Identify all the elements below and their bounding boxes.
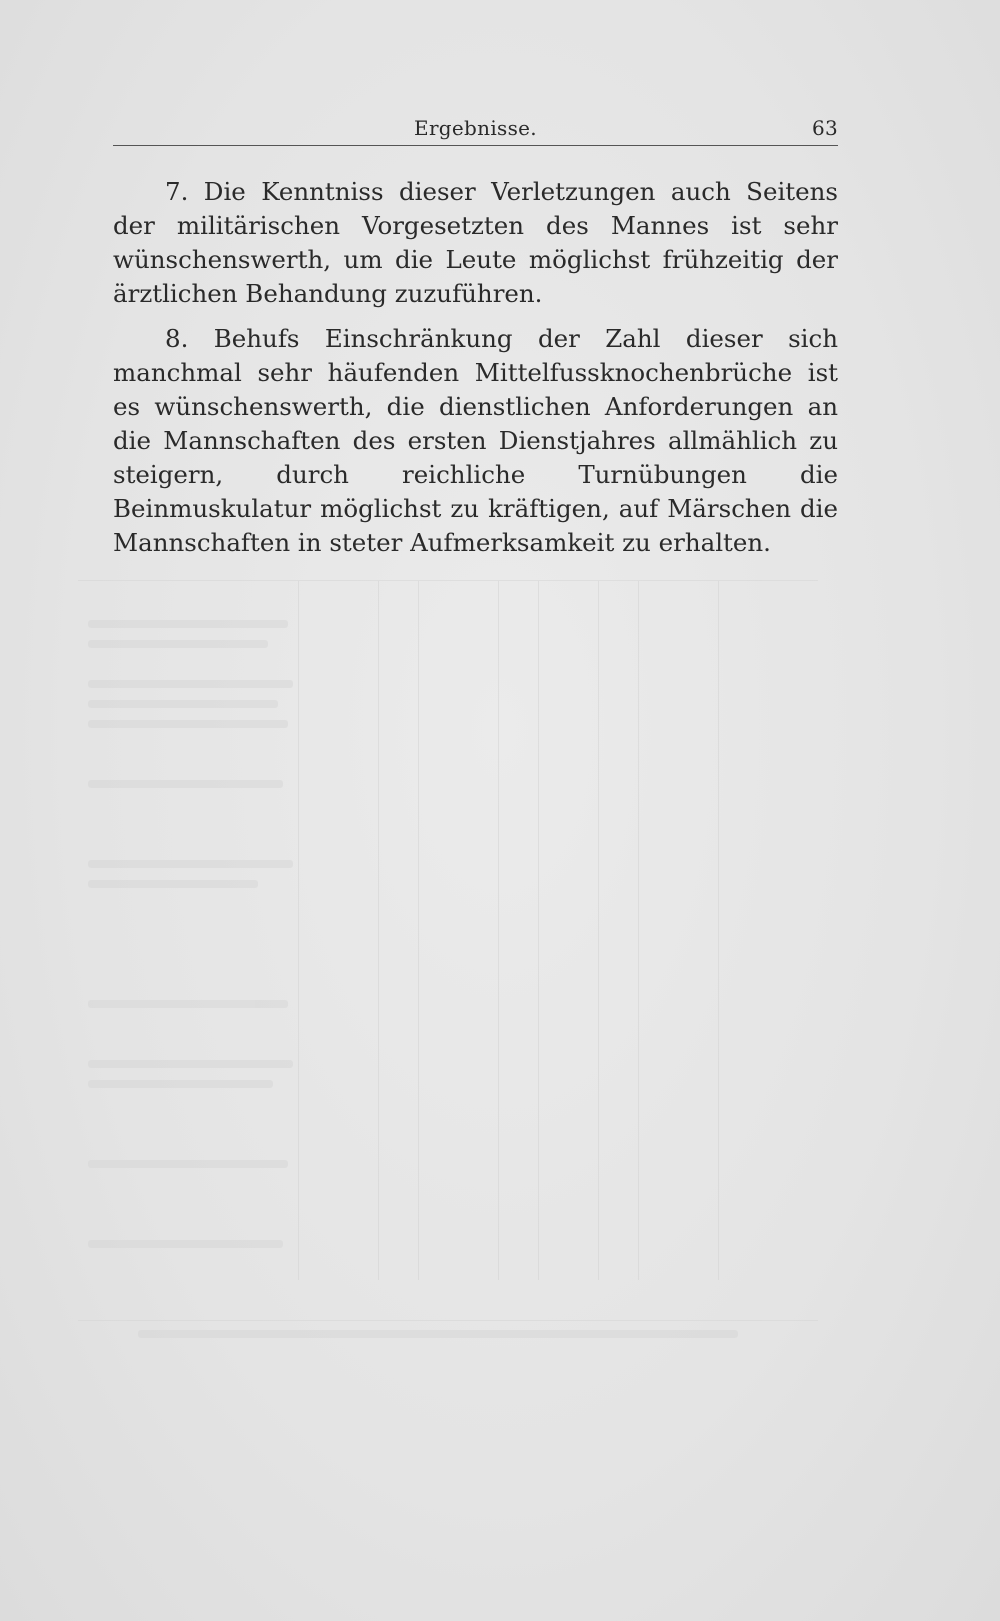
header-rule [113, 145, 838, 146]
running-head [113, 116, 838, 146]
body-text [113, 175, 838, 571]
running-title: Ergebnisse. [414, 116, 537, 140]
show-through-texture [78, 540, 838, 1360]
paragraph-8: 8. Behufs Einschränkung der Zahl dieser sich manchmal sehr häufenden Mittelfussknochenbrüche ist es wünschenswerth, die dienstlichen Anforderungen an die Mannschaften des ersten Dienstjahres allmählich zu steigern, durch reichliche Turnübungen die Beinmuskulatur möglichst zu kräftigen, auf Märschen die Mannschaften in steter Aufmerksamkeit zu erhalten. [113, 324, 838, 557]
paragraph-7: 7. Die Kenntniss dieser Verletzungen auch Seitens der militärischen Vorgesetzten des Mannes ist sehr wünschenswerth, um die Leute möglichst frühzeitig der ärztlichen Behandung zuzuführen. [113, 177, 838, 308]
page-number: 63 [811, 116, 838, 140]
